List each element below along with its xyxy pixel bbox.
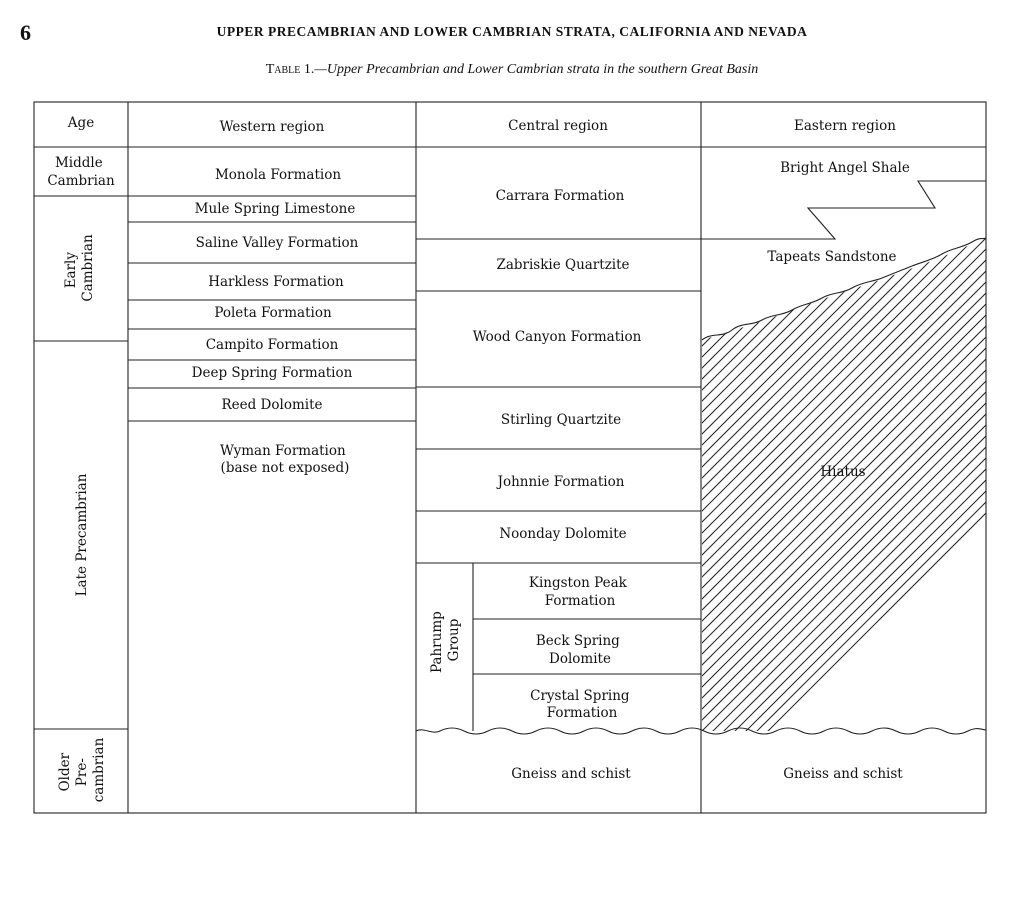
unit-crystal-spring xyxy=(530,688,634,721)
page-number: 6 xyxy=(20,20,31,45)
age-middle-cambrian xyxy=(47,155,115,189)
unit-stirling: Stirling Quartzite xyxy=(500,412,622,428)
unit-harkless: Harkless Formation xyxy=(208,274,344,290)
hatch-line xyxy=(629,200,1024,760)
unit-monola: Monola Formation xyxy=(214,167,342,183)
unit-tapeats: Tapeats Sandstone xyxy=(767,249,897,265)
unit-bright-angel: Bright Angel Shale xyxy=(780,160,910,176)
age-late-precambrian: Late Precambrian xyxy=(74,473,90,597)
unit-beck-spring xyxy=(536,633,624,667)
header-central: Central region xyxy=(508,118,608,134)
unit-mule-spring: Mule Spring Limestone xyxy=(194,201,356,217)
unit-noonday: Noonday Dolomite xyxy=(499,526,627,542)
unit-wyman-line1: Wyman Formation xyxy=(220,443,346,459)
unit-wyman-line2: (base not exposed) xyxy=(220,460,350,476)
unit-campito: Campito Formation xyxy=(205,337,339,353)
age-middle-cambrian-line2: Cambrian xyxy=(47,173,115,189)
unit-wood-canyon: Wood Canyon Formation xyxy=(472,329,642,345)
unit-beck-spring-line2: Dolomite xyxy=(549,651,611,667)
unit-deep-spring: Deep Spring Formation xyxy=(191,365,353,381)
interfingering-contact xyxy=(701,181,986,239)
hatch-line xyxy=(739,200,1024,760)
unit-eastern-gneiss: Gneiss and schist xyxy=(783,766,903,782)
unit-hiatus: Hiatus xyxy=(820,464,866,480)
unit-carrara: Carrara Formation xyxy=(495,188,625,204)
hatch-line xyxy=(365,200,925,760)
header-eastern: Eastern region xyxy=(794,118,896,134)
unit-kingston-peak xyxy=(529,575,631,609)
hatch-line xyxy=(651,200,1024,760)
hatch-line xyxy=(387,200,947,760)
unit-kingston-peak-line1: Kingston Peak xyxy=(528,575,627,591)
unit-johnnie: Johnnie Formation xyxy=(497,474,625,490)
age-early-cambrian xyxy=(63,234,96,302)
age-early-cambrian-line2: Cambrian xyxy=(80,234,96,302)
age-older-precambrian-line3: cambrian xyxy=(91,737,107,803)
age-early-cambrian-line1: Early xyxy=(63,251,79,289)
running-head: UPPER PRECAMBRIAN AND LOWER CAMBRIAN STRATA, CALIFORNIA AND NEVADA xyxy=(216,24,808,39)
hatch-line xyxy=(398,200,958,760)
unit-poleta: Poleta Formation xyxy=(214,305,332,321)
unit-kingston-peak-line2: Formation xyxy=(544,593,616,609)
age-older-precambrian-line2: Pre- xyxy=(74,758,90,787)
unit-beck-spring-line1: Beck Spring xyxy=(535,633,620,649)
unit-wyman xyxy=(220,443,350,476)
age-middle-cambrian-line1: Middle xyxy=(54,155,103,171)
header-western: Western region xyxy=(219,119,325,135)
unit-crystal-spring-line1: Crystal Spring xyxy=(530,688,630,704)
hatch-line xyxy=(673,200,1024,760)
unit-central-gneiss: Gneiss and schist xyxy=(511,766,631,782)
hatch-line xyxy=(717,200,1024,760)
age-older-precambrian-line1: Older xyxy=(57,752,73,792)
unit-reed: Reed Dolomite xyxy=(221,397,323,413)
hatch-line xyxy=(563,200,1024,760)
unit-pahrump-group xyxy=(429,607,462,673)
age-older-precambrian xyxy=(57,737,107,802)
hatch-line xyxy=(409,200,969,760)
unit-saline-valley: Saline Valley Formation xyxy=(195,235,359,251)
unit-crystal-spring-line2: Formation xyxy=(546,705,618,721)
table-caption-label: Table 1. xyxy=(265,62,315,77)
unit-pahrump-group-line2: Group xyxy=(446,618,462,662)
header-age: Age xyxy=(67,115,95,131)
hatch-line xyxy=(376,200,936,760)
table-caption-text: —Upper Precambrian and Lower Cambrian strata in the southern Great Basin xyxy=(314,62,759,77)
unit-zabriskie: Zabriskie Quartzite xyxy=(496,257,630,273)
unit-pahrump-group-line1: Pahrump xyxy=(429,611,445,674)
hatch-line xyxy=(585,200,1024,760)
hatch-line xyxy=(354,200,914,760)
